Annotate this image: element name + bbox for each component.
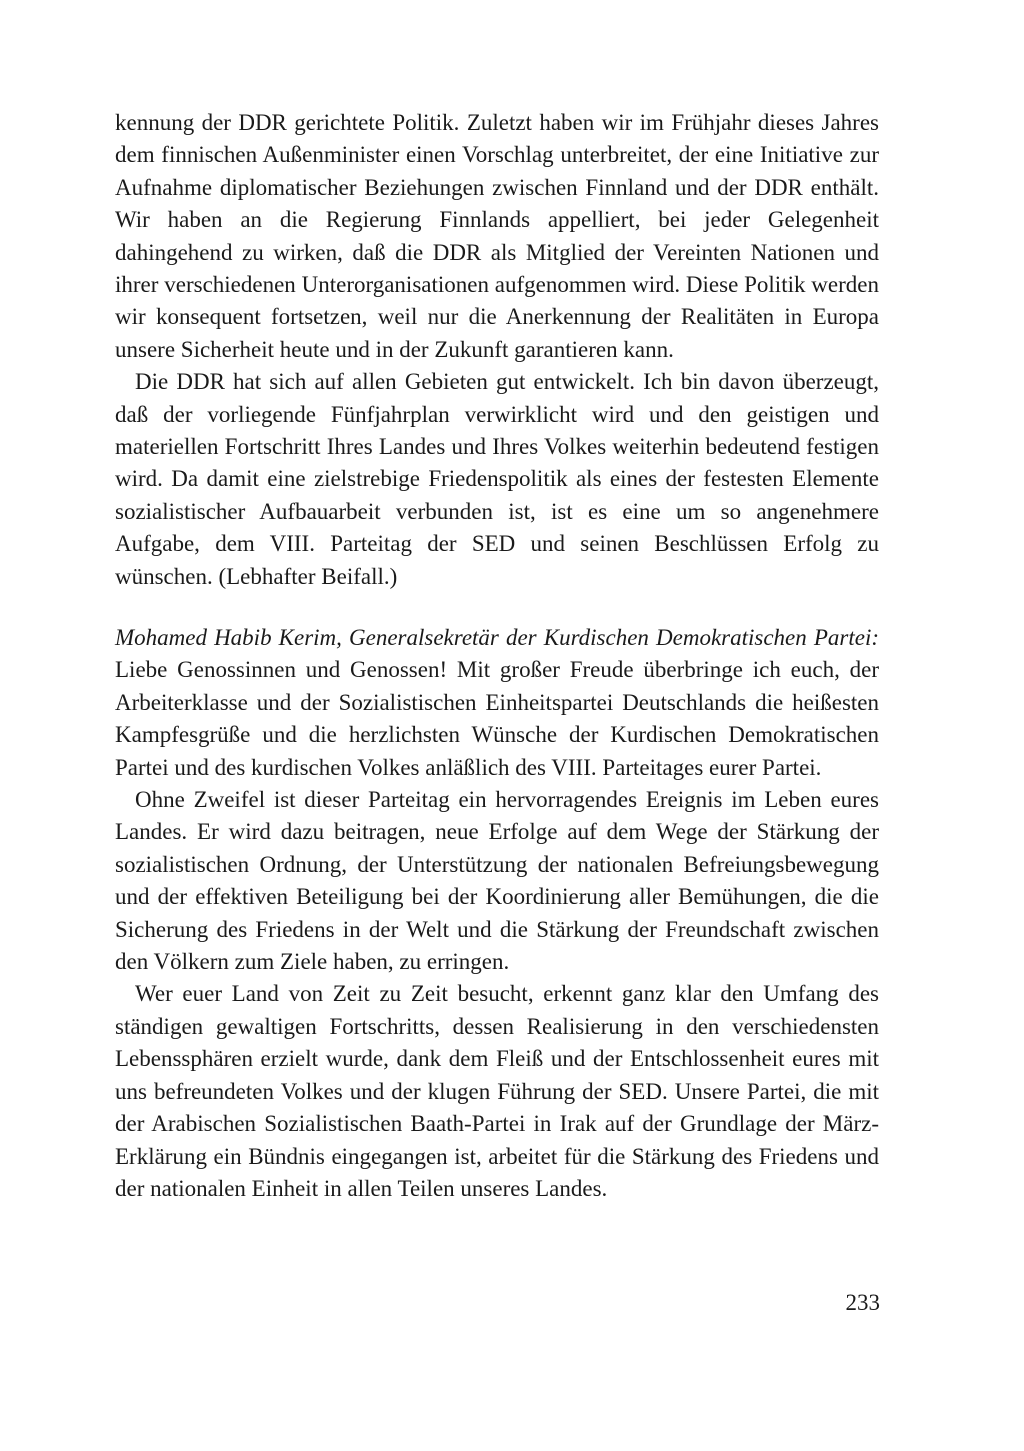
speech-opening-text: Liebe Genossinnen und Genossen! Mit großer Freude überbringe ich euch, der Arbeiterklasse und der Sozialistischen Einheitspartei Deutschlands die heißesten Kampfesgrüße und die herzlichsten Wünsche der Kurdischen Demokratischen Partei und des kurdischen Volkes anläßlich des VIII. Parteitages eurer Partei.	[115, 657, 879, 780]
continued-speech-section	[115, 107, 879, 593]
body-paragraph: Wer euer Land von Zeit zu Zeit besucht, erkennt ganz klar den Umfang des ständigen gewaltigen Fortschritts, dessen Realisierung in den verschiedensten Lebenssphären erzielt wurde, dank dem Fleiß und der Entschlossenheit eures mit uns befreundeten Volkes und der klugen Führung der SED. Unsere Partei, die mit der Arabischen Sozialistischen Baath-Partei in Irak auf der Grundlage der März-Erklärung ein Bündnis eingegangen ist, arbeitet für die Stärkung des Friedens und der nationalen Einheit in allen Teilen unseres Landes.	[115, 981, 879, 1201]
speaker-name: Mohamed Habib Kerim, Generalsekretär der Kurdischen Demokratischen Partei:	[115, 625, 879, 650]
body-paragraph: Die DDR hat sich auf allen Gebieten gut entwickelt. Ich bin davon überzeugt, daß der vorliegende Fünfjahrplan verwirklicht wird und den geistigen und materiellen Fortschritt Ihres Landes und Ihres Volkes weiterhin bedeutend festigen wird. Da damit eine zielstrebige Friedenspolitik als eines der festesten Elemente sozialistischer Aufbauarbeit verbunden ist, ist es eine um so angenehmere Aufgabe, dem VIII. Parteitag der SED und seinen Beschlüssen Erfolg zu wünschen. (Lebhafter Beifall.)	[115, 369, 879, 589]
speech-opening-paragraph	[115, 622, 879, 784]
page-number: 233	[845, 1290, 880, 1315]
kerim-speech-section	[115, 622, 879, 1205]
body-paragraph: Ohne Zweifel ist dieser Parteitag ein hervorragendes Ereignis im Leben eures Landes. Er wird dazu beitragen, neue Erfolge auf dem Wege der Stärkung der sozialistischen Ordnung, der Unterstützung der nationalen Befreiungsbewegung und der effektiven Beteiligung bei der Koordinierung aller Bemühungen, die die Sicherung des Friedens in der Welt und die Stärkung der Freundschaft zwischen den Völkern zum Ziele haben, zu erringen.	[115, 787, 879, 975]
body-paragraph: kennung der DDR gerichtete Politik. Zuletzt haben wir im Frühjahr dieses Jahres dem finnischen Außenminister einen Vorschlag unterbreitet, der eine Initiative zur Aufnahme diplomatischer Beziehungen zwischen Finnland und der DDR enthält. Wir haben an die Regierung Finnlands appelliert, bei jeder Gelegenheit dahingehend zu wirken, daß die DDR als Mitglied der Vereinten Nationen und ihrer verschiedenen Unterorganisationen aufgenommen wird. Diese Politik werden wir konsequent fortsetzen, weil nur die Anerkennung der Realitäten in Europa unsere Sicherheit heute und in der Zukunft garantieren kann.	[115, 110, 879, 362]
